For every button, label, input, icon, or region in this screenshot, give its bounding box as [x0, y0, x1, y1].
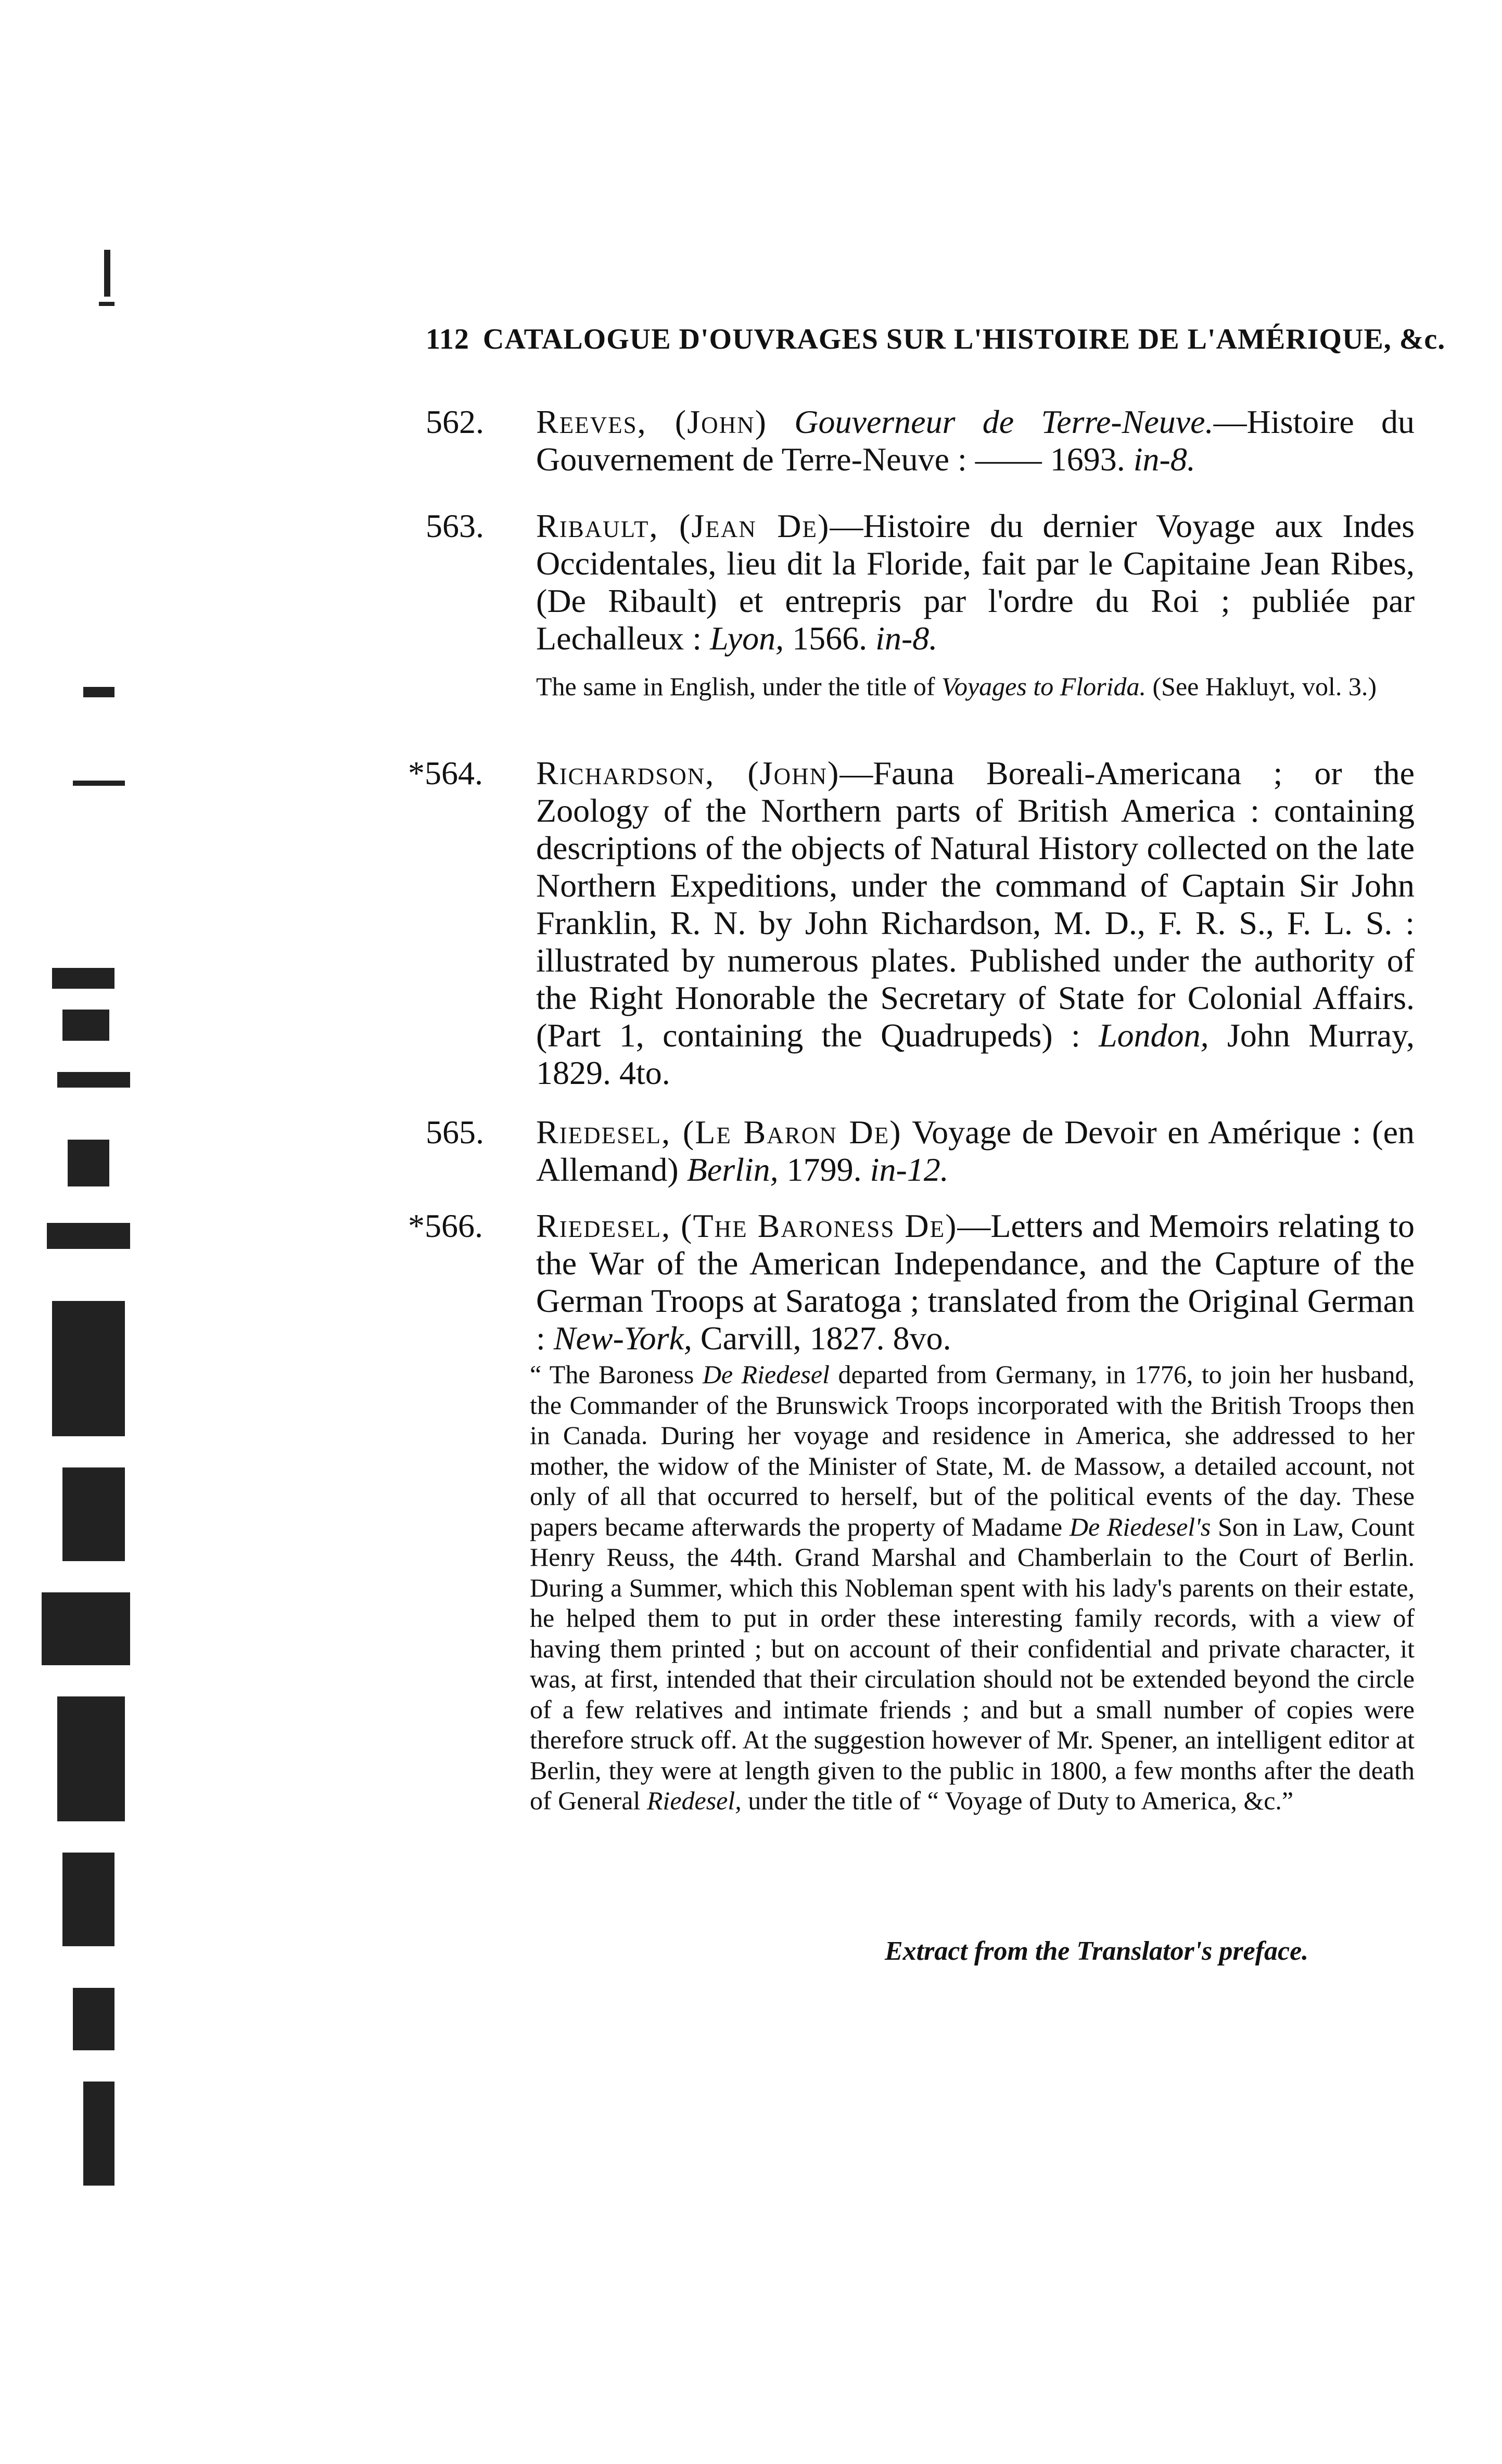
- entry-562: [426, 403, 1415, 478]
- entry-format: in-8.: [875, 620, 938, 657]
- running-header: [426, 323, 1461, 356]
- entry-563-note: [536, 671, 1416, 701]
- entry-number: *564.: [408, 755, 483, 791]
- entry-place: London,: [1099, 1017, 1209, 1054]
- quote-part2: Son in Law, Count Henry Reuss, the 44th. Grand Marshal and Chamberlain to the Court of Berlin. During a Summer, which this Nobleman spent with his lady's parents on their estate, he helped them to put in order these interesting family records, with a view of having them printed ; but on account of their confidential and private character, it was, at first, intended that their circulation should not be extended beyond the circle of a few relatives and intimate friends ; and but a small number of copies were therefore struck off. At the suggestion however of Mr. Spener, an intelligent editor at Berlin, they were at length given to the public in 1800, a few months after the death of General: [530, 1512, 1415, 1815]
- quote-name: De Riedesel: [702, 1360, 830, 1389]
- entry-place: Berlin,: [686, 1151, 779, 1188]
- entry-year: 1799.: [786, 1151, 862, 1188]
- entry-body: [536, 755, 1415, 1092]
- note-prefix: The same in English, under the title of: [536, 672, 935, 701]
- note-title: Voyages to Florida.: [941, 672, 1147, 701]
- entry-563: [426, 507, 1415, 657]
- entry-publisher-year: Carvill, 1827. 8vo.: [700, 1320, 951, 1357]
- entry-body: [536, 1114, 1415, 1189]
- quote-name2: De Riedesel's: [1069, 1512, 1211, 1541]
- extract-attribution: Extract from the Translator's preface.: [885, 1936, 1309, 1966]
- entry-author: Reeves, (John): [536, 403, 767, 440]
- entry-564: [408, 755, 1415, 1092]
- entry-format: in-8.: [1133, 441, 1195, 478]
- entry-place: New-York,: [553, 1320, 692, 1357]
- entry-565: [426, 1114, 1415, 1189]
- quote-name3: Riedesel,: [646, 1786, 742, 1815]
- note-suffix: (See Hakluyt, vol. 3.): [1152, 672, 1377, 701]
- entry-body: [536, 507, 1415, 657]
- entry-format: in-12.: [870, 1151, 949, 1188]
- entry-author: Riedesel, (Le Baron De): [536, 1114, 902, 1151]
- entry-title: Gouverneur de Terre-Neuve.: [794, 403, 1214, 440]
- translator-quote: [530, 1359, 1415, 1816]
- entry-566: [408, 1207, 1415, 1357]
- quote-part3: under the title of “ Voyage of Duty to America, &c.”: [748, 1786, 1294, 1815]
- entry-place: Lyon,: [710, 620, 784, 657]
- entry-number: 563.: [426, 507, 484, 544]
- entry-text: —Letters and Memoirs relating to the War of the American Independance, and the Capture of the German Troops at Saratoga ; translated from the Original German :: [536, 1207, 1415, 1357]
- entry-publisher-year: John Murray, 1829. 4to.: [536, 1017, 1415, 1091]
- quote-part1: departed from Germany, in 1776, to join her husband, the Commander of the Brunswick Troops incorporated with the British Troops then in Canada. During her voyage and residence in America, she addressed to her mother, the widow of the Minister of State, M. de Massow, a detailed account, not only of all that occurred to herself, but of the political events of the day. These papers became afterwards the property of Madame: [530, 1360, 1415, 1541]
- quote-open: “ The Baroness: [530, 1360, 694, 1389]
- entry-author: Riedesel, (The Baroness De): [536, 1207, 958, 1244]
- page-number: 112: [426, 323, 469, 355]
- entry-number: 562.: [426, 403, 484, 440]
- entry-text: Voyage de Devoir en Amérique : (en Allemand): [536, 1114, 1415, 1188]
- entry-text: —Histoire du Gouvernement de Terre-Neuve : —— 1693.: [536, 403, 1415, 478]
- entry-text: —Fauna Boreali-Americana ; or the Zoology of the Northern parts of British America : containing descriptions of the objects of Natural History collected on the late Northern Expeditions, under the command of Captain Sir John Franklin, R. N. by John Richardson, M. D., F. R. S., F. L. S. : illustrated by numerous plates. Published under the authority of the Right Honorable the Secretary of State for Colonial Affairs. (Part 1, containing the Quadrupeds) :: [536, 755, 1415, 1054]
- entry-number: 565.: [426, 1114, 484, 1151]
- entry-author: Ribault, (Jean De): [536, 507, 830, 544]
- entry-number: *566.: [408, 1207, 483, 1244]
- scan-margin-noise: [0, 156, 135, 2290]
- running-title: CATALOGUE D'OUVRAGES SUR L'HISTOIRE DE L'AMÉRIQUE, &c.: [482, 323, 1446, 355]
- entry-author: Richardson, (John): [536, 755, 840, 791]
- entry-body: [536, 403, 1415, 478]
- entry-body: [536, 1207, 1415, 1357]
- entry-text: —Histoire du dernier Voyage aux Indes Occidentales, lieu dit la Floride, fait par le Capitaine Jean Ribes, (De Ribault) et entrepris par l'ordre du Roi ; publiée par Lechalleux :: [536, 507, 1415, 657]
- entry-year: 1566.: [792, 620, 868, 657]
